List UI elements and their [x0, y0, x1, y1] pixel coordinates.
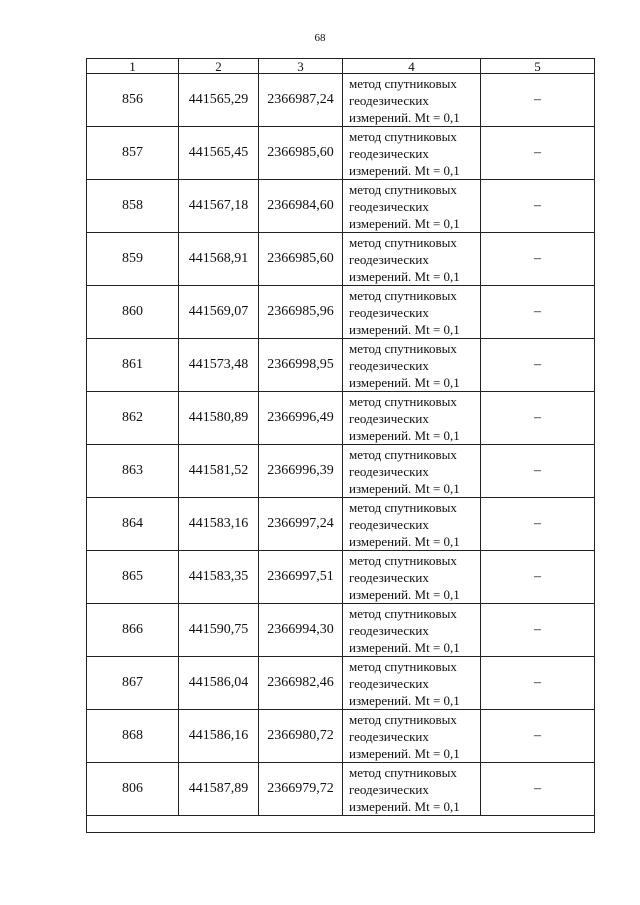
method-cell — [343, 233, 481, 286]
note-cell: – — [481, 763, 595, 816]
y-coordinate-cell: 2366998,95 — [259, 339, 343, 392]
table-row — [87, 127, 595, 180]
method-line: измерений. Mt = 0,1 — [349, 533, 460, 549]
table-row — [87, 339, 595, 392]
table-row — [87, 392, 595, 445]
method-line: метод спутниковых — [349, 764, 457, 780]
method-cell — [343, 445, 481, 498]
y-coordinate-cell: 2366980,72 — [259, 710, 343, 763]
method-line: геодезических — [349, 728, 429, 744]
method-cell — [343, 127, 481, 180]
y-coordinate-cell: 2366997,24 — [259, 498, 343, 551]
method-line: метод спутниковых — [349, 287, 457, 303]
point-number-cell: 868 — [87, 710, 179, 763]
header-cell-4: 4 — [343, 59, 481, 74]
table-row — [87, 604, 595, 657]
method-line: геодезических — [349, 92, 429, 108]
y-coordinate-cell: 2366987,24 — [259, 74, 343, 127]
note-cell: – — [481, 286, 595, 339]
method-cell — [343, 74, 481, 127]
x-coordinate-cell: 441587,89 — [179, 763, 259, 816]
method-line: метод спутниковых — [349, 658, 457, 674]
table-row — [87, 74, 595, 127]
point-number-cell: 863 — [87, 445, 179, 498]
empty-cell — [87, 816, 595, 833]
x-coordinate-cell: 441583,16 — [179, 498, 259, 551]
method-line: метод спутниковых — [349, 499, 457, 515]
page-number: 68 — [314, 32, 326, 44]
note-cell: – — [481, 657, 595, 710]
y-coordinate-cell: 2366985,60 — [259, 233, 343, 286]
method-line: геодезических — [349, 675, 429, 691]
x-coordinate-cell: 441567,18 — [179, 180, 259, 233]
x-coordinate-cell: 441580,89 — [179, 392, 259, 445]
method-cell — [343, 286, 481, 339]
table-row — [87, 180, 595, 233]
method-line: геодезических — [349, 463, 429, 479]
method-line: метод спутниковых — [349, 234, 457, 250]
table-row — [87, 763, 595, 816]
x-coordinate-cell: 441565,29 — [179, 74, 259, 127]
y-coordinate-cell: 2366979,72 — [259, 763, 343, 816]
method-cell — [343, 710, 481, 763]
y-coordinate-cell: 2366994,30 — [259, 604, 343, 657]
table-row — [87, 551, 595, 604]
point-number-cell: 806 — [87, 763, 179, 816]
y-coordinate-cell: 2366982,46 — [259, 657, 343, 710]
point-number-cell: 867 — [87, 657, 179, 710]
x-coordinate-cell: 441581,52 — [179, 445, 259, 498]
method-line: метод спутниковых — [349, 181, 457, 197]
point-number-cell: 858 — [87, 180, 179, 233]
x-coordinate-cell: 441565,45 — [179, 127, 259, 180]
method-line: метод спутниковых — [349, 711, 457, 727]
method-cell — [343, 392, 481, 445]
method-line: геодезических — [349, 622, 429, 638]
y-coordinate-cell: 2366997,51 — [259, 551, 343, 604]
table-row — [87, 286, 595, 339]
method-line: метод спутниковых — [349, 340, 457, 356]
x-coordinate-cell: 441569,07 — [179, 286, 259, 339]
method-line: геодезических — [349, 145, 429, 161]
method-cell — [343, 763, 481, 816]
method-line: метод спутниковых — [349, 605, 457, 621]
y-coordinate-cell: 2366996,49 — [259, 392, 343, 445]
note-cell: – — [481, 445, 595, 498]
method-line: измерений. Mt = 0,1 — [349, 480, 460, 496]
header-cell-3: 3 — [259, 59, 343, 74]
point-number-cell: 864 — [87, 498, 179, 551]
x-coordinate-cell: 441583,35 — [179, 551, 259, 604]
header-cell-5: 5 — [481, 59, 595, 74]
x-coordinate-cell: 441568,91 — [179, 233, 259, 286]
point-number-cell: 866 — [87, 604, 179, 657]
method-line: измерений. Mt = 0,1 — [349, 586, 460, 602]
method-line: измерений. Mt = 0,1 — [349, 109, 460, 125]
x-coordinate-cell: 441586,04 — [179, 657, 259, 710]
note-cell: – — [481, 74, 595, 127]
method-line: геодезических — [349, 357, 429, 373]
method-line: измерений. Mt = 0,1 — [349, 321, 460, 337]
table-row — [87, 445, 595, 498]
point-number-cell: 860 — [87, 286, 179, 339]
header-cell-1: 1 — [87, 59, 179, 74]
table-header-row — [87, 59, 595, 74]
method-line: метод спутниковых — [349, 552, 457, 568]
table-row — [87, 657, 595, 710]
empty-row — [87, 816, 595, 833]
method-line: измерений. Mt = 0,1 — [349, 745, 460, 761]
point-number-cell: 861 — [87, 339, 179, 392]
y-coordinate-cell: 2366996,39 — [259, 445, 343, 498]
note-cell: – — [481, 180, 595, 233]
method-line: геодезических — [349, 198, 429, 214]
method-line: метод спутниковых — [349, 446, 457, 462]
point-number-cell: 857 — [87, 127, 179, 180]
method-line: геодезических — [349, 781, 429, 797]
method-line: измерений. Mt = 0,1 — [349, 215, 460, 231]
table-body — [87, 59, 595, 833]
header-cell-2: 2 — [179, 59, 259, 74]
method-cell — [343, 498, 481, 551]
coordinates-table — [86, 58, 595, 833]
method-line: метод спутниковых — [349, 393, 457, 409]
x-coordinate-cell: 441573,48 — [179, 339, 259, 392]
y-coordinate-cell: 2366984,60 — [259, 180, 343, 233]
note-cell: – — [481, 551, 595, 604]
method-line: измерений. Mt = 0,1 — [349, 798, 460, 814]
method-line: измерений. Mt = 0,1 — [349, 639, 460, 655]
y-coordinate-cell: 2366985,60 — [259, 127, 343, 180]
y-coordinate-cell: 2366985,96 — [259, 286, 343, 339]
point-number-cell: 859 — [87, 233, 179, 286]
point-number-cell: 862 — [87, 392, 179, 445]
method-cell — [343, 339, 481, 392]
method-cell — [343, 551, 481, 604]
method-cell — [343, 604, 481, 657]
method-line: измерений. Mt = 0,1 — [349, 692, 460, 708]
method-line: геодезических — [349, 516, 429, 532]
point-number-cell: 856 — [87, 74, 179, 127]
point-number-cell: 865 — [87, 551, 179, 604]
method-line: геодезических — [349, 410, 429, 426]
note-cell: – — [481, 710, 595, 763]
note-cell: – — [481, 339, 595, 392]
table-row — [87, 233, 595, 286]
method-line: метод спутниковых — [349, 75, 457, 91]
method-cell — [343, 180, 481, 233]
method-line: геодезических — [349, 304, 429, 320]
method-line: измерений. Mt = 0,1 — [349, 374, 460, 390]
method-line: измерений. Mt = 0,1 — [349, 162, 460, 178]
note-cell: – — [481, 233, 595, 286]
method-line: измерений. Mt = 0,1 — [349, 268, 460, 284]
note-cell: – — [481, 392, 595, 445]
method-cell — [343, 657, 481, 710]
note-cell: – — [481, 127, 595, 180]
table-row — [87, 498, 595, 551]
method-line: измерений. Mt = 0,1 — [349, 427, 460, 443]
note-cell: – — [481, 604, 595, 657]
method-line: метод спутниковых — [349, 128, 457, 144]
table-row — [87, 710, 595, 763]
note-cell: – — [481, 498, 595, 551]
x-coordinate-cell: 441586,16 — [179, 710, 259, 763]
method-line: геодезических — [349, 251, 429, 267]
method-line: геодезических — [349, 569, 429, 585]
x-coordinate-cell: 441590,75 — [179, 604, 259, 657]
